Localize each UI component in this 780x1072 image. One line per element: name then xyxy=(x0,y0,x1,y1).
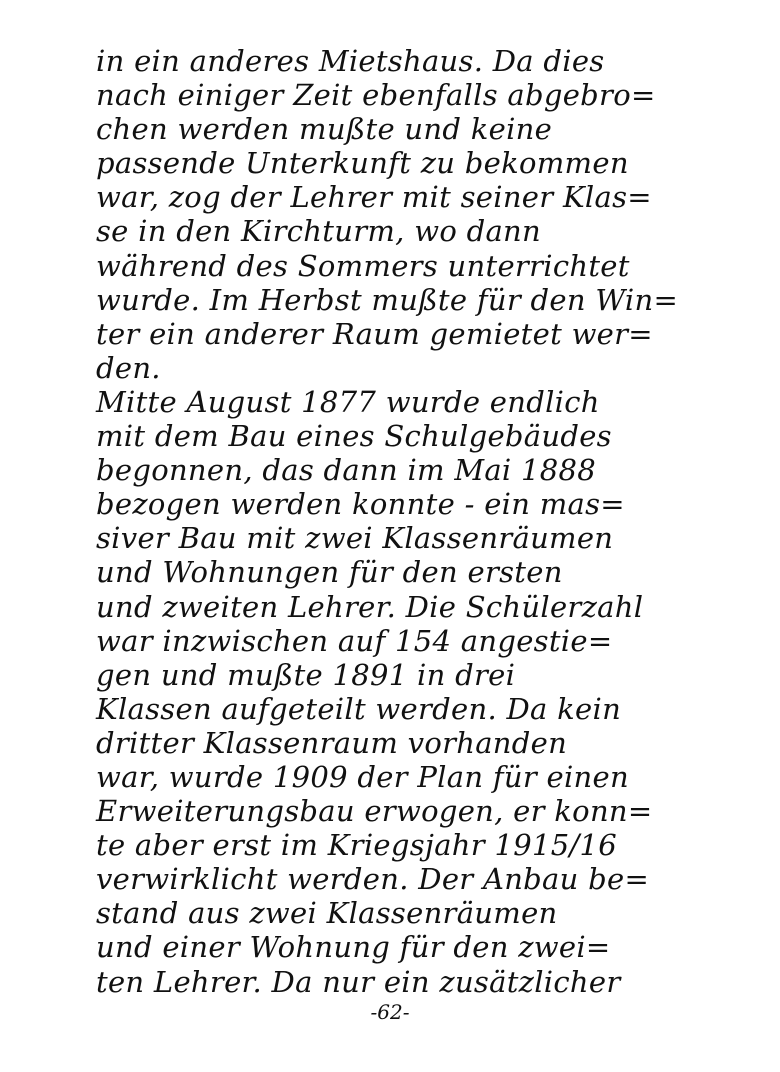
text-line: bezogen werden konnte - ein mas= xyxy=(96,487,625,522)
text-line: Klassen aufgeteilt werden. Da kein xyxy=(96,691,622,726)
text-line: dritter Klassenraum vorhanden xyxy=(96,725,568,760)
text-line: mit dem Bau eines Schulgebäudes xyxy=(96,419,612,454)
handwritten-text-block xyxy=(96,44,746,999)
text-line: verwirklicht werden. Der Anbau be= xyxy=(96,862,650,897)
text-line: und Wohnungen für den ersten xyxy=(96,555,563,590)
text-line: war, zog der Lehrer mit seiner Klas= xyxy=(96,180,652,215)
text-line: während des Sommers unterrichtet xyxy=(96,248,630,283)
text-line: te aber erst im Kriegsjahr 1915/16 xyxy=(96,828,618,863)
text-line: gen und mußte 1891 in drei xyxy=(96,657,516,692)
page-number: -62- xyxy=(370,1000,410,1024)
text-line: und einer Wohnung für den zwei= xyxy=(96,930,611,965)
text-line: passende Unterkunft zu bekommen xyxy=(96,146,629,181)
text-line: nach einiger Zeit ebenfalls abgebro= xyxy=(96,78,656,113)
text-line: Erweiterungsbau erwogen, er konn= xyxy=(96,794,653,829)
text-line: chen werden mußte und keine xyxy=(96,112,553,147)
text-line: wurde. Im Herbst mußte für den Win= xyxy=(96,282,679,317)
text-line: und zweiten Lehrer. Die Schülerzahl xyxy=(96,589,644,624)
text-line: siver Bau mit zwei Klassenräumen xyxy=(96,521,614,556)
text-line: stand aus zwei Klassenräumen xyxy=(96,896,558,931)
text-line: in ein anderes Mietshaus. Da dies xyxy=(96,44,605,78)
text-line: den. xyxy=(96,350,161,385)
text-line: war inzwischen auf 154 angestie= xyxy=(96,623,613,658)
text-line: begonnen, das dann im Mai 1888 xyxy=(96,453,597,488)
text-line: ten Lehrer. Da nur ein zusätzlicher xyxy=(96,964,621,999)
text-line: war, wurde 1909 der Plan für einen xyxy=(96,759,629,794)
text-line: Mitte August 1877 wurde endlich xyxy=(96,384,600,419)
text-line: ter ein anderer Raum gemietet wer= xyxy=(96,316,653,351)
text-line: se in den Kirchturm, wo dann xyxy=(96,214,542,249)
